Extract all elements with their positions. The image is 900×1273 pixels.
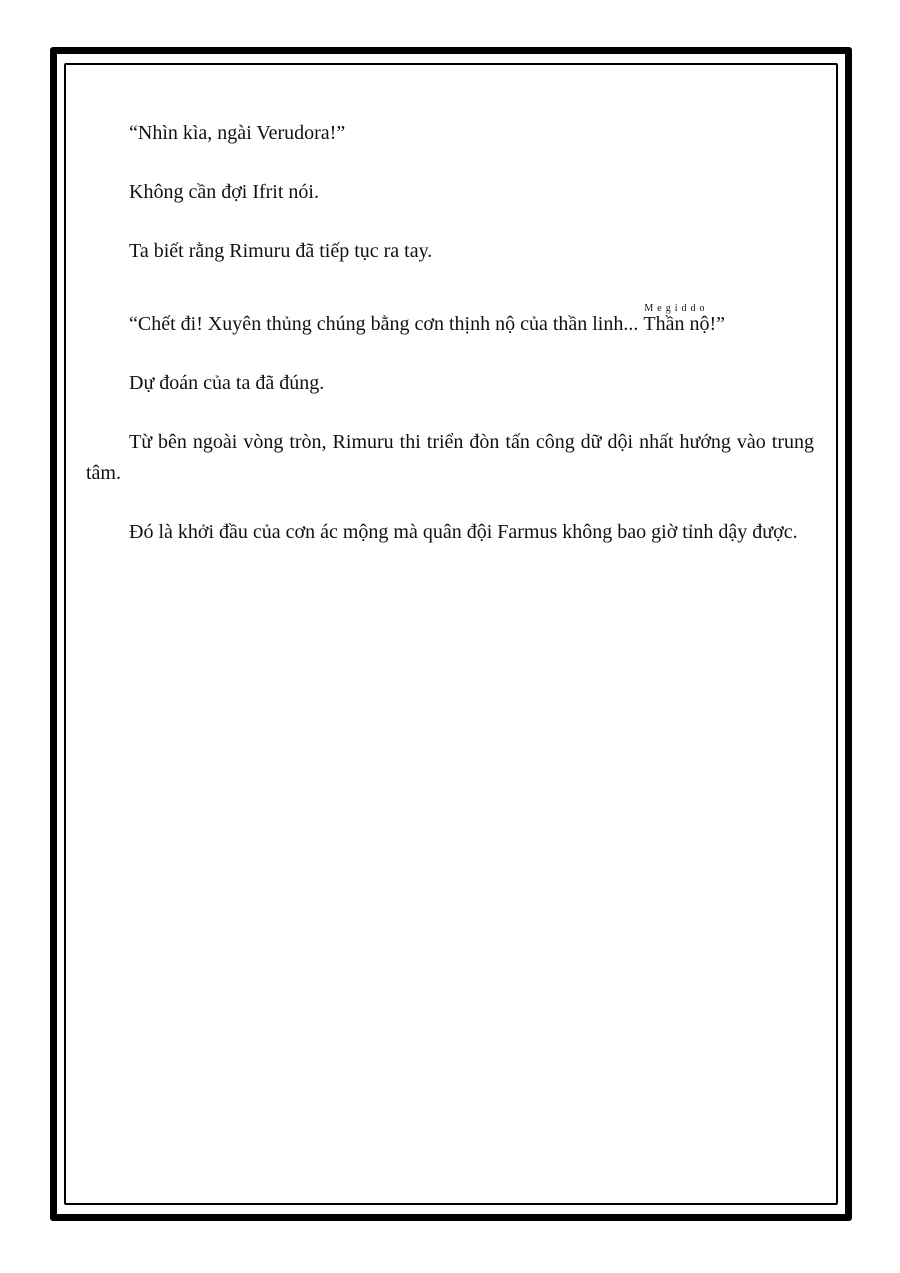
paragraph-5: Dự đoán của ta đã đúng. xyxy=(129,372,325,394)
paragraph-6: Từ bên ngoài vòng tròn, Rimuru thi triển đòn tấn công dữ dội nhất hướng vào trung tâm. xyxy=(86,431,814,484)
paragraph-3: Ta biết rằng Rimuru đã tiếp tục ra tay. xyxy=(129,240,433,262)
dialogue-end: !” xyxy=(709,313,726,335)
border-corner-ornament xyxy=(52,49,72,69)
paragraph-7: Đó là khởi đầu của cơn ác mộng mà quân đội Farmus không bao giờ tỉnh dậy được. xyxy=(129,521,798,543)
paragraph-2: Không cần đợi Ifrit nói. xyxy=(129,181,319,203)
border-corner-ornament xyxy=(830,1199,850,1219)
border-corner-ornament xyxy=(52,1199,72,1219)
skill-name-ruby xyxy=(643,303,710,335)
paragraph-1: “Nhìn kìa, ngài Verudora!” xyxy=(129,122,346,144)
dialogue-text: “Chết đi! Xuyên thủng chúng bằng cơn thịnh nộ của thần linh... xyxy=(129,313,644,335)
skill-name-furigana: Megiddo xyxy=(643,303,710,314)
skill-name: Thần nộ xyxy=(643,313,710,335)
paragraph-4-dialogue xyxy=(86,303,814,340)
border-corner-ornament xyxy=(830,49,850,69)
page-text-body xyxy=(86,118,814,576)
